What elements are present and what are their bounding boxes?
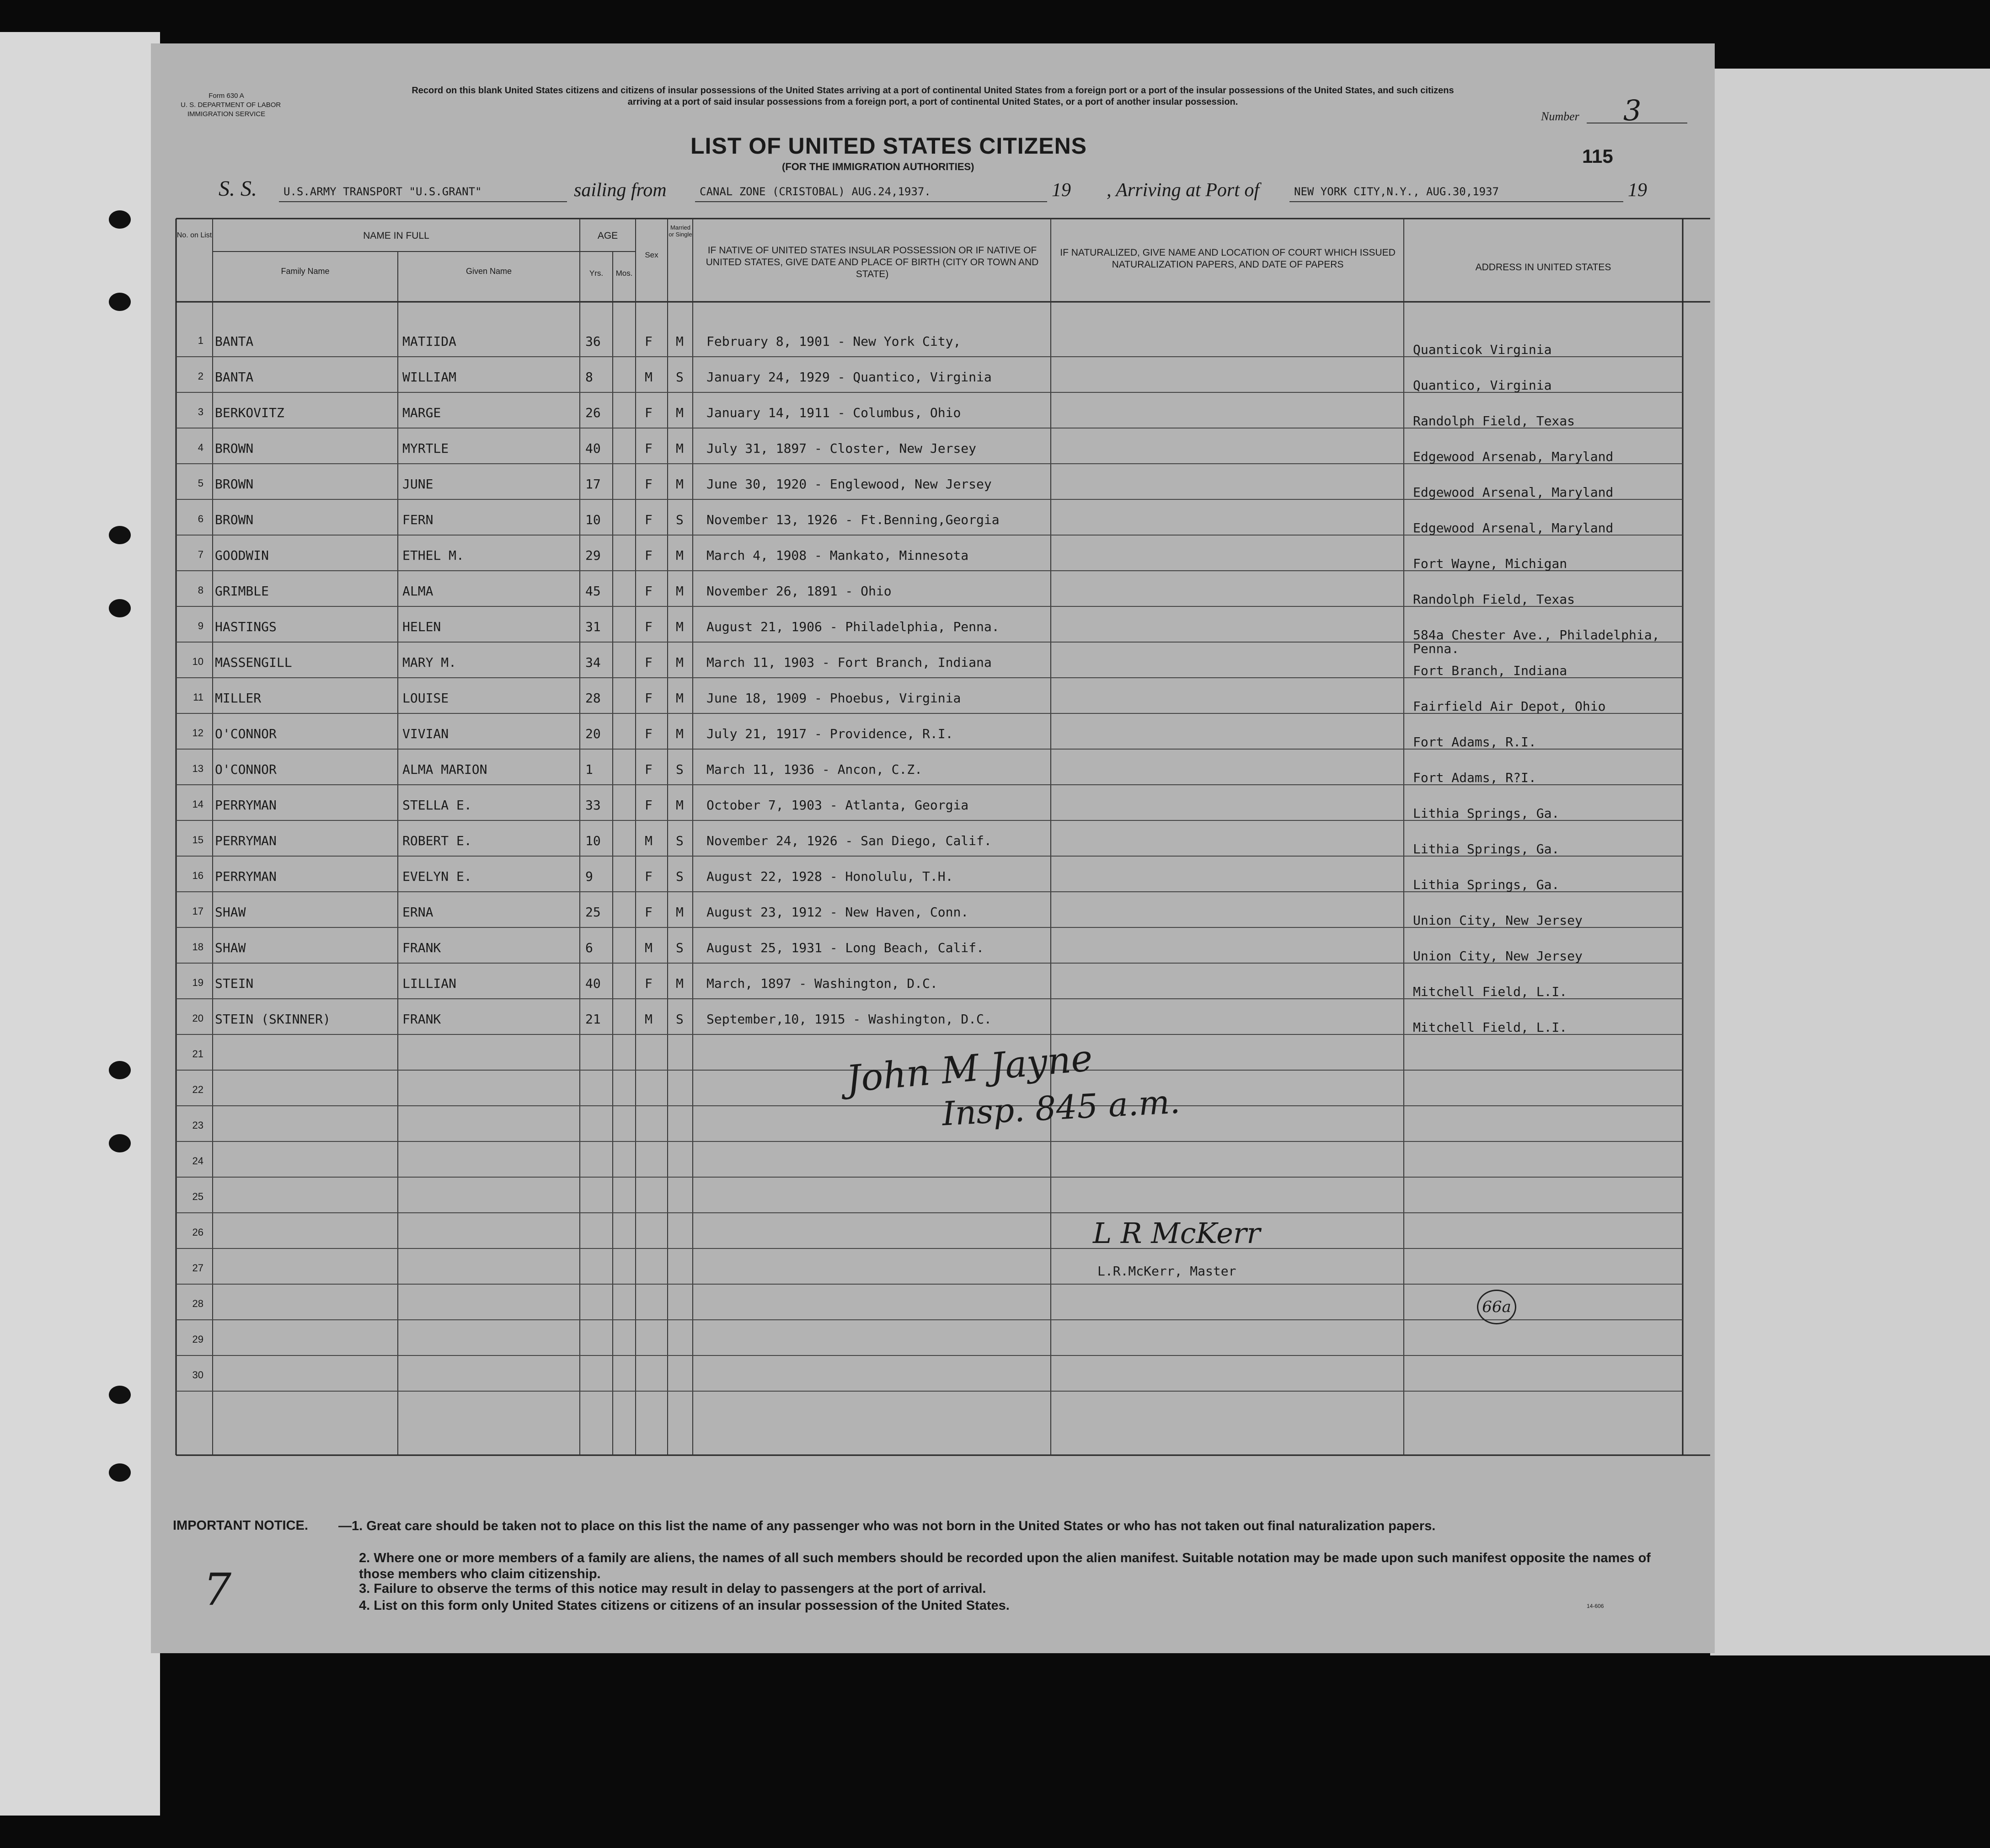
header-given-name: Given Name: [465, 267, 512, 276]
sailing-from: CANAL ZONE (CRISTOBAL) AUG.24,1937.: [700, 185, 931, 198]
header-age: AGE: [597, 230, 618, 241]
cell-given: STELLA E.: [402, 798, 472, 813]
row-number: 17: [192, 905, 203, 917]
cell-ms: M: [676, 477, 684, 492]
cell-birth: November 24, 1926 - San Diego, Calif.: [706, 833, 992, 848]
cell-address: Fort Branch, Indiana: [1413, 663, 1567, 678]
cell-family: STEIN (SKINNER): [215, 1012, 331, 1027]
cell-birth: July 31, 1897 - Closter, New Jersey: [706, 441, 977, 456]
cell-family: SHAW: [215, 940, 246, 955]
cell-ms: S: [676, 833, 684, 848]
cell-ms: M: [676, 619, 684, 634]
cell-family: BROWN: [215, 441, 254, 456]
cell-sex: F: [645, 762, 653, 777]
printer-code: 14-606: [1587, 1603, 1604, 1609]
cell-sex: F: [645, 405, 653, 420]
cell-ms: M: [676, 905, 684, 920]
row-number: 7: [198, 549, 203, 560]
cell-sex: F: [645, 976, 653, 991]
cell-age: 31: [585, 619, 601, 634]
cell-given: MARY M.: [402, 655, 457, 670]
cell-birth: June 18, 1909 - Phoebus, Virginia: [706, 691, 961, 706]
cell-address: Mitchell Field, L.I.: [1413, 984, 1567, 999]
cell-given: HELEN: [402, 619, 441, 634]
notice-heading: IMPORTANT NOTICE.: [173, 1518, 308, 1533]
cell-given: ERNA: [402, 905, 433, 920]
cell-given: MYRTLE: [402, 441, 449, 456]
row-number: 30: [192, 1369, 203, 1381]
header-birth: IF NATIVE OF UNITED STATES INSULAR POSSESSION OR IF NATIVE OF UNITED STATES, GIVE DATE AND PLACE OF BIRTH (CITY OR TOWN AND STATE): [706, 245, 1039, 279]
row-number: 24: [192, 1155, 203, 1167]
cell-family: PERRYMAN: [215, 798, 277, 813]
row-number: 6: [198, 513, 203, 525]
row-number: 3: [198, 406, 203, 418]
cell-birth: March 11, 1903 - Fort Branch, Indiana: [706, 655, 992, 670]
row-number: 20: [192, 1012, 203, 1024]
cell-given: WILLIAM: [402, 370, 457, 385]
cell-family: MILLER: [215, 691, 262, 706]
cell-sex: F: [645, 441, 653, 456]
department-name: U. S. DEPARTMENT OF LABOR: [181, 101, 281, 109]
cell-ms: M: [676, 405, 684, 420]
row-number: 26: [192, 1227, 203, 1238]
cell-age: 40: [585, 976, 601, 991]
cell-birth: November 26, 1891 - Ohio: [706, 584, 892, 599]
notice-item-2: 2. Where one or more members of a family are aliens, the names of all such members should be recorded upon the alien manifest. Suitable notation may be made upon such manifest opposite the names of those members who claim citizenship.: [359, 1551, 1651, 1581]
cell-birth: August 25, 1931 - Long Beach, Calif.: [706, 940, 984, 955]
cell-given: ALMA MARION: [402, 762, 487, 777]
row-number: 15: [192, 834, 203, 846]
notice-item-1: —1. Great care should be taken not to place on this list the name of any passenger who was not born in the United States or who has not taken out final naturalization papers.: [338, 1519, 1436, 1533]
row-number: 1: [198, 335, 203, 346]
cell-family: PERRYMAN: [215, 869, 277, 884]
cell-given: MARGE: [402, 405, 441, 420]
cell-birth: January 24, 1929 - Quantico, Virginia: [706, 370, 992, 385]
cell-age: 1: [585, 762, 593, 777]
cell-given: ETHEL M.: [402, 548, 464, 563]
cell-given: FRANK: [402, 1012, 441, 1027]
cell-birth: June 30, 1920 - Englewood, New Jersey: [706, 477, 992, 492]
year-prefix: 19: [1052, 180, 1071, 201]
row-number: 8: [198, 584, 203, 596]
number-value: 3: [1623, 94, 1642, 127]
cell-given: EVELYN E.: [402, 869, 472, 884]
cell-birth: September,10, 1915 - Washington, D.C.: [706, 1012, 992, 1027]
header-married-single: Married or Single: [669, 224, 692, 238]
cell-age: 8: [585, 370, 593, 385]
cell-ms: S: [676, 512, 684, 527]
row-number: 25: [192, 1191, 203, 1202]
header-address: ADDRESS IN UNITED STATES: [1475, 262, 1611, 273]
cell-family: PERRYMAN: [215, 833, 277, 848]
number-label: Number: [1541, 110, 1579, 123]
cell-age: 10: [585, 512, 601, 527]
cell-given: ALMA: [402, 584, 433, 599]
margin-mark: 7: [203, 1564, 232, 1615]
row-number: 4: [198, 442, 203, 453]
cell-family: O'CONNOR: [215, 762, 277, 777]
row-number: 21: [192, 1048, 203, 1060]
arrival-year-prefix: 19: [1628, 180, 1647, 201]
row-number: 23: [192, 1120, 203, 1131]
cell-birth: October 7, 1903 - Atlanta, Georgia: [706, 798, 969, 813]
cell-family: MASSENGILL: [215, 655, 292, 670]
cell-age: 36: [585, 334, 601, 349]
header-yrs: Yrs.: [589, 269, 604, 278]
cell-birth: November 13, 1926 - Ft.Benning,Georgia: [706, 512, 1000, 527]
cell-family: BERKOVITZ: [215, 405, 284, 420]
cell-sex: F: [645, 334, 653, 349]
cell-address: Fort Adams, R.I.: [1413, 734, 1536, 750]
row-number: 14: [192, 798, 203, 810]
header-mos: Mos.: [615, 269, 633, 278]
cell-family: GRIMBLE: [215, 584, 269, 599]
cell-birth: August 22, 1928 - Honolulu, T.H.: [706, 869, 953, 884]
cell-sex: F: [645, 798, 653, 813]
cell-birth: August 23, 1912 - New Haven, Conn.: [706, 905, 969, 920]
cell-ms: S: [676, 1012, 684, 1027]
cell-address: Edgewood Arsenal, Maryland: [1413, 485, 1614, 500]
cell-address: Lithia Springs, Ga.: [1413, 841, 1560, 857]
cell-age: 45: [585, 584, 601, 599]
cell-ms: M: [676, 441, 684, 456]
cell-age: 21: [585, 1012, 601, 1027]
cell-sex: F: [645, 726, 653, 741]
cell-family: BANTA: [215, 334, 254, 349]
page-subtitle: (FOR THE IMMIGRATION AUTHORITIES): [782, 161, 974, 172]
cell-given: LOUISE: [402, 691, 449, 706]
cell-sex: F: [645, 655, 653, 670]
notice-item-3: 3. Failure to observe the terms of this notice may result in delay to passengers at the port of arrival.: [359, 1581, 986, 1596]
row-number: 10: [192, 656, 203, 667]
cell-age: 29: [585, 548, 601, 563]
cell-sex: M: [645, 940, 653, 955]
cell-ms: S: [676, 869, 684, 884]
cell-ms: M: [676, 584, 684, 599]
cell-sex: F: [645, 477, 653, 492]
header-name-in-full: NAME IN FULL: [363, 230, 429, 241]
cell-address: Fort Adams, R?I.: [1413, 770, 1536, 785]
cell-sex: F: [645, 619, 653, 634]
cell-birth: March 11, 1936 - Ancon, C.Z.: [706, 762, 923, 777]
cell-sex: F: [645, 548, 653, 563]
cell-age: 17: [585, 477, 601, 492]
master-signature: L R McKerr: [1093, 1216, 1261, 1250]
cell-ms: S: [676, 762, 684, 777]
arriving-label: , Arriving at Port of: [1107, 180, 1260, 201]
row-number: 12: [192, 727, 203, 739]
cell-family: O'CONNOR: [215, 726, 277, 741]
cell-sex: F: [645, 691, 653, 706]
cell-address: Edgewood Arsenal, Maryland: [1413, 520, 1614, 536]
cell-age: 40: [585, 441, 601, 456]
cell-ms: M: [676, 798, 684, 813]
sailing-label: sailing from: [574, 180, 667, 201]
cell-age: 33: [585, 798, 601, 813]
cell-address: Union City, New Jersey: [1413, 913, 1583, 928]
cell-family: BROWN: [215, 477, 254, 492]
cell-ms: M: [676, 976, 684, 991]
cell-address: Randolph Field, Texas: [1413, 592, 1575, 607]
header-sex: Sex: [645, 251, 658, 259]
row-number: 11: [193, 691, 203, 703]
cell-given: LILLIAN: [402, 976, 457, 991]
cell-ms: S: [676, 370, 684, 385]
cell-age: 9: [585, 869, 593, 884]
cell-family: BROWN: [215, 512, 254, 527]
cell-sex: M: [645, 1012, 653, 1027]
cell-birth: January 14, 1911 - Columbus, Ohio: [706, 405, 961, 420]
header-naturalized: IF NATURALIZED, GIVE NAME AND LOCATION OF COURT WHICH ISSUED NATURALIZATION PAPERS, AND DATE OF PAPERS: [1060, 247, 1396, 270]
cell-family: SHAW: [215, 905, 246, 920]
cell-sex: M: [645, 370, 653, 385]
cell-family: BANTA: [215, 370, 254, 385]
cell-address: Fairfield Air Depot, Ohio: [1413, 699, 1606, 714]
row-number: 5: [198, 477, 203, 489]
cell-family: HASTINGS: [215, 619, 277, 634]
cell-birth: July 21, 1917 - Providence, R.I.: [706, 726, 953, 741]
cell-age: 10: [585, 833, 601, 848]
notice-item-4: 4. List on this form only United States citizens or citizens of an insular possession of the United States.: [359, 1598, 1010, 1613]
row-number: 28: [192, 1298, 203, 1309]
cell-ms: M: [676, 334, 684, 349]
cell-sex: F: [645, 869, 653, 884]
inspector-signature: John M Jayne: [844, 1036, 1094, 1101]
cell-birth: March 4, 1908 - Mankato, Minnesota: [706, 548, 969, 563]
cell-sex: M: [645, 833, 653, 848]
cell-given: FRANK: [402, 940, 441, 955]
cell-address: Edgewood Arsenab, Maryland: [1413, 449, 1614, 464]
cell-ms: M: [676, 548, 684, 563]
row-number: 16: [192, 870, 203, 881]
cell-address: Randolph Field, Texas: [1413, 413, 1575, 429]
cell-age: 20: [585, 726, 601, 741]
cell-address: Union City, New Jersey: [1413, 948, 1583, 964]
cell-family: GOODWIN: [215, 548, 269, 563]
cell-ms: M: [676, 726, 684, 741]
cell-given: VIVIAN: [402, 726, 449, 741]
page-number: 115: [1582, 145, 1613, 167]
cell-age: 6: [585, 940, 593, 955]
cell-address: Lithia Springs, Ga.: [1413, 806, 1560, 821]
ship-name: U.S.ARMY TRANSPORT "U.S.GRANT": [284, 185, 482, 198]
cell-given: FERN: [402, 512, 433, 527]
ss-label: S. S.: [219, 177, 257, 201]
arriving-port: NEW YORK CITY,N.Y., AUG.30,1937: [1294, 185, 1499, 198]
cell-address: Fort Wayne, Michigan: [1413, 556, 1567, 571]
cell-ms: S: [676, 940, 684, 955]
cell-ms: M: [676, 691, 684, 706]
header-no-on-list: No. on List: [177, 231, 212, 239]
row-number: 19: [192, 977, 203, 988]
cell-age: 28: [585, 691, 601, 706]
master-typed-name: L.R.McKerr, Master: [1097, 1264, 1236, 1279]
cell-age: 26: [585, 405, 601, 420]
cell-birth: March, 1897 - Washington, D.C.: [706, 976, 938, 991]
cell-given: MATIIDA: [402, 334, 457, 349]
form-id: Form 630 A: [209, 92, 244, 100]
cell-birth: February 8, 1901 - New York City,: [706, 334, 961, 349]
cell-given: ROBERT E.: [402, 833, 472, 848]
cell-sex: F: [645, 584, 653, 599]
row-number: 29: [192, 1334, 203, 1345]
page-title: LIST OF UNITED STATES CITIZENS: [690, 133, 1087, 159]
header-family-name: Family Name: [281, 267, 330, 276]
cell-address: Quantico, Virginia: [1413, 378, 1552, 393]
cell-address: 584a Chester Ave., Philadelphia, Penna.: [1413, 627, 1660, 656]
form-instructions: Record on this blank United States citizens and citizens of insular possessions of the United States arriving at a port of continental United States from a foreign port or a port of the insular possessions of the United States, and such citizens arriving at a port of said insular possessions from a foreign port, a port of continental United States, or a port of another insular possession.: [412, 86, 1454, 107]
cell-birth: August 21, 1906 - Philadelphia, Penna.: [706, 619, 1000, 634]
cell-age: 34: [585, 655, 601, 670]
cell-address: Lithia Springs, Ga.: [1413, 877, 1560, 892]
service-name: IMMIGRATION SERVICE: [187, 110, 266, 118]
cell-sex: F: [645, 512, 653, 527]
row-number: 27: [192, 1262, 203, 1274]
row-number: 22: [192, 1084, 203, 1095]
row-number: 13: [192, 763, 203, 774]
cell-age: 25: [585, 905, 601, 920]
cell-given: JUNE: [402, 477, 433, 492]
cell-address: Mitchell Field, L.I.: [1413, 1020, 1567, 1035]
row-number: 18: [192, 941, 203, 953]
cell-ms: M: [676, 655, 684, 670]
row-number: 2: [198, 370, 203, 382]
inspector-note: Insp. 845 a.m.: [941, 1082, 1181, 1133]
cell-family: STEIN: [215, 976, 254, 991]
row-number: 9: [198, 620, 203, 632]
cell-sex: F: [645, 905, 653, 920]
cell-address: Quanticok Virginia: [1413, 342, 1552, 357]
circled-number: 66a: [1477, 1290, 1516, 1324]
